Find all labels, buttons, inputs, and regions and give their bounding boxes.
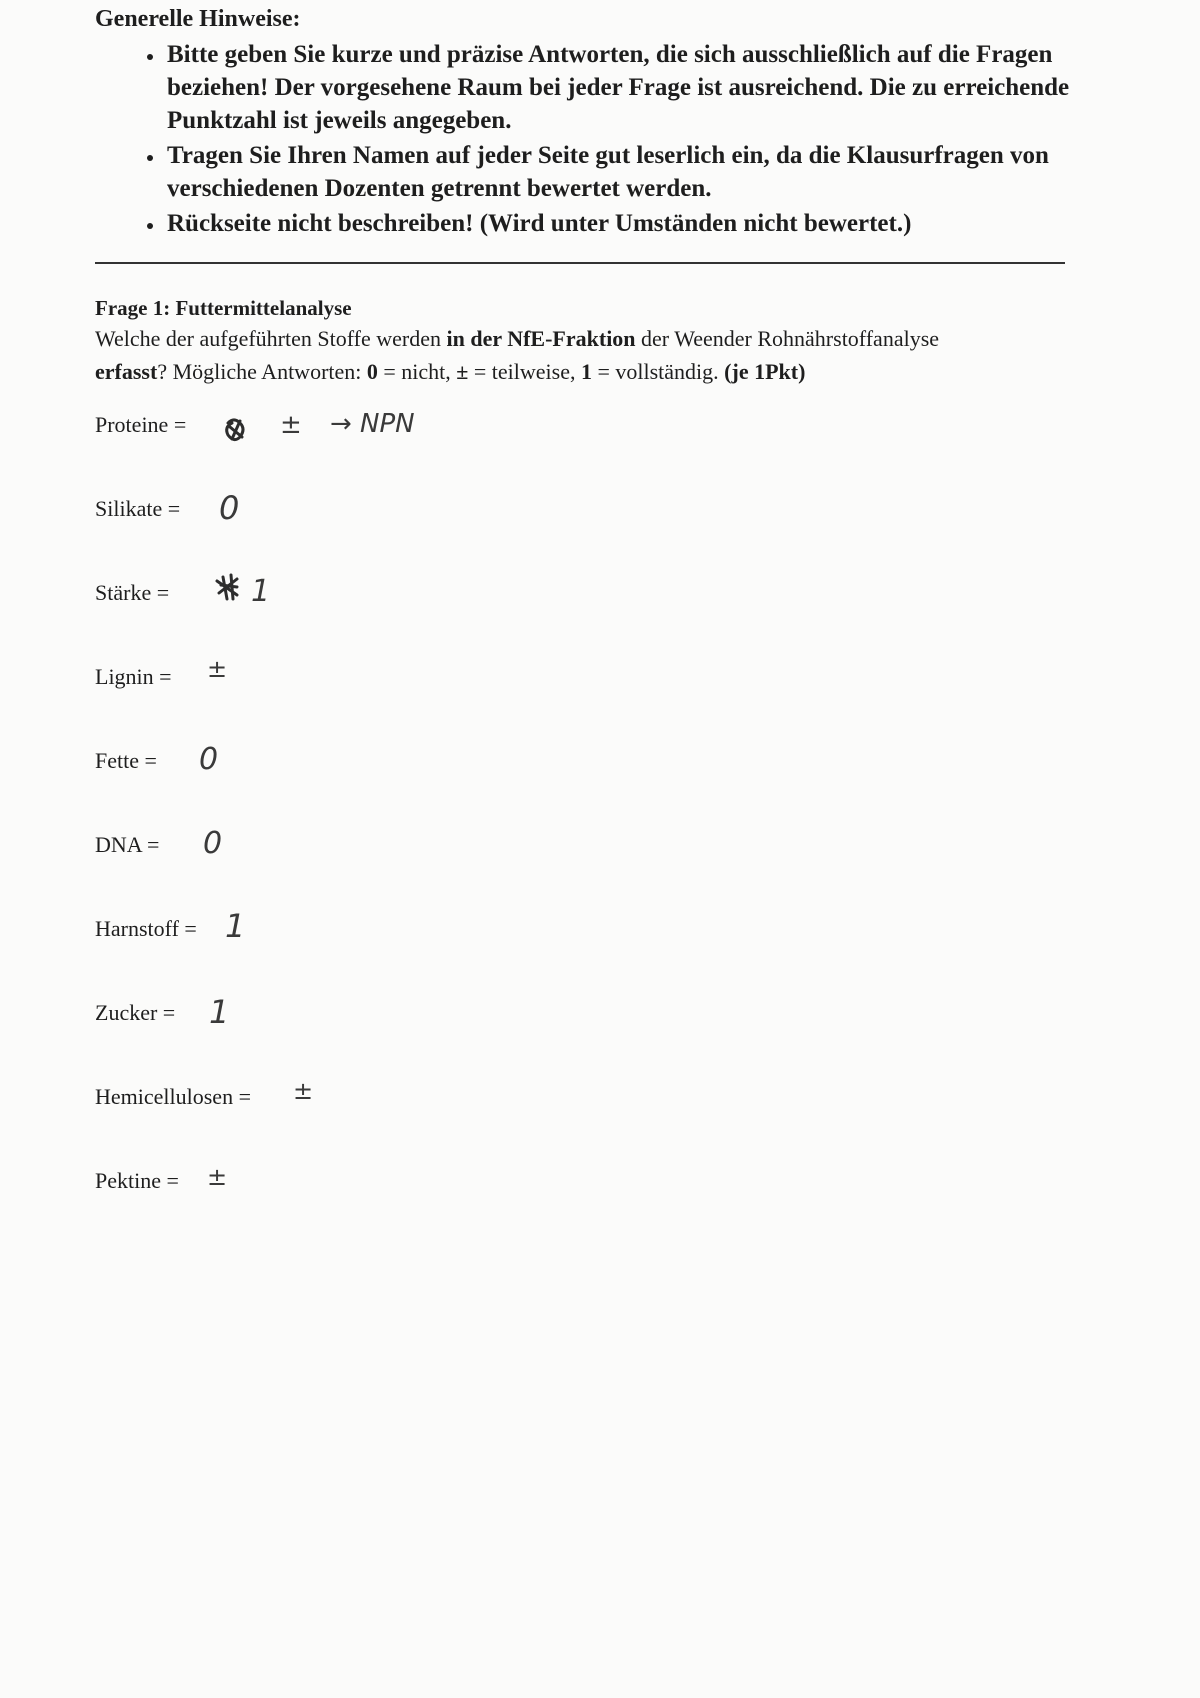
question-text-part: Welche der aufgeführten Stoffe werden [95,326,447,351]
question-title: Frage 1: Futtermittelanalyse [95,296,352,320]
handwritten-answer [205,1151,265,1211]
handwritten-answer [223,899,283,949]
note-item: • Tragen Sie Ihren Namen auf jeder Seite gut leserlich ein, da die Klausurfragen von verschiedenen Dozenten getrennt bewertet werden. [165,139,1105,205]
answer-label: Zucker = [95,1000,176,1025]
option-one-desc: = vollständig. [591,359,725,384]
question-text-emphasis: erfasst [95,359,158,384]
general-notes [95,4,1105,242]
answer-value: 1 [225,907,246,945]
answer-value: ± [280,410,302,440]
option-one: 1 [580,359,592,384]
question-text [95,322,1115,388]
divider-line [95,262,1065,264]
answer-note: → NPN [330,409,415,439]
option-partial: ± [456,359,469,384]
answer-label: Silikate = [95,496,181,521]
points-per-item: (je 1Pkt) [724,359,806,384]
answer-label: Fette = [95,748,157,773]
handwritten-answer [207,985,267,1035]
question-text-part: der Weender Rohnährstoffanalyse [635,326,940,351]
scribble-crossout [227,420,243,440]
handwritten-answer [220,405,520,455]
handwritten-answer [213,481,273,531]
handwritten-answer [291,1063,351,1123]
note-item: • Bitte geben Sie kurze und präzise Antworten, die sich ausschließlich auf die Fragen beziehen! Der vorgesehene Raum bei jeder Frage ist ausreichend. Die zu erreichende Punktzahl ist jeweils angegeben. [165,38,1105,137]
option-partial-desc: = teilweise, [468,359,581,384]
answer-value: 1 [209,993,230,1031]
handwritten-answer [205,637,265,697]
answer-label: Hemicellulosen = [95,1084,251,1109]
answer-label: DNA = [95,832,160,857]
general-notes-list [95,38,1105,240]
handwritten-answer [195,733,255,783]
question-text-emphasis: in der NfE-Fraktion [446,326,636,351]
answer-value: 1 [251,574,271,609]
answer-value: 0 [203,826,223,861]
scribble-crossout [217,575,237,599]
answer-value: ± [207,1163,228,1191]
option-zero: 0 [366,359,378,384]
answer-label: Harnstoff = [95,916,197,941]
option-zero-desc: = nicht, [377,359,457,384]
handwritten-answer [199,817,259,867]
answer-value: 0 [219,489,240,527]
note-item: • Rückseite nicht beschreiben! (Wird unter Umständen nicht bewertet.) [165,207,1105,240]
answer-label: Lignin = [95,664,172,689]
answer-label: Pektine = [95,1168,179,1193]
answer-label: Stärke = [95,580,170,605]
handwritten-answer [213,567,313,617]
answer-value: ± [293,1077,314,1105]
general-notes-title: Generelle Hinweise: [95,6,301,32]
question-text-part: ? Mögliche Antworten: [157,359,367,384]
answer-value: ± [207,655,228,683]
question-1 [95,294,1115,388]
answer-label: Proteine = [95,412,187,437]
answer-value: 0 [199,742,219,777]
